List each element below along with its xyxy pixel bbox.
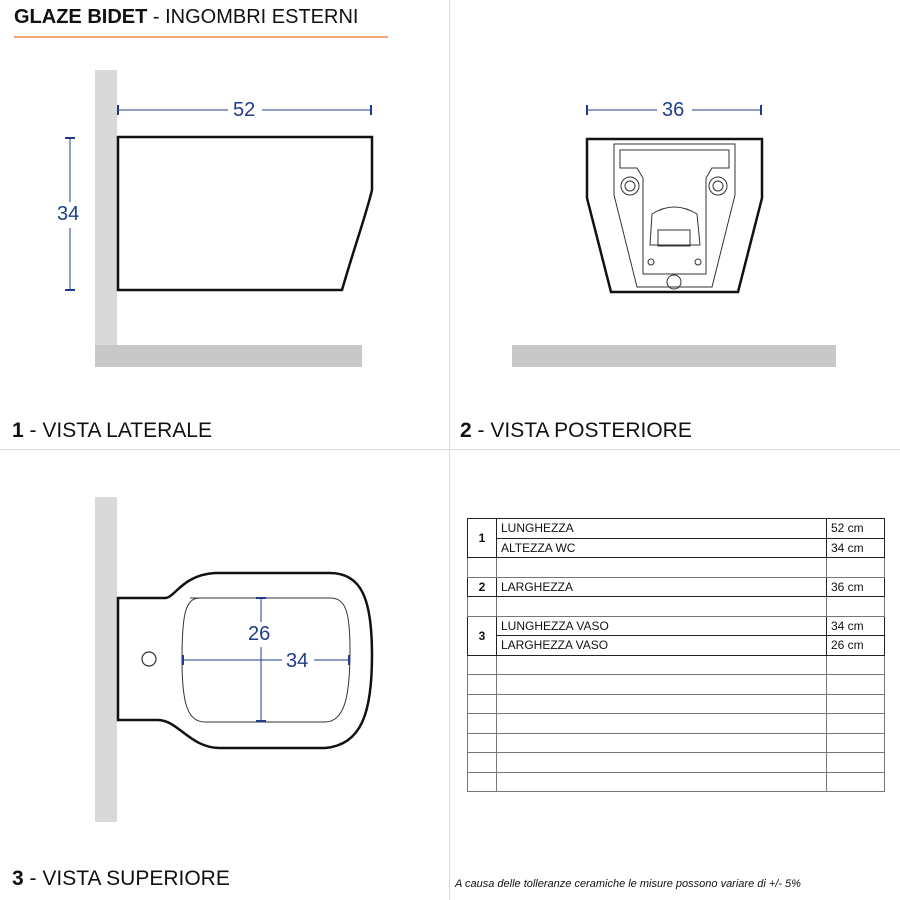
- side-view-drawing: [70, 70, 372, 367]
- table-row: [468, 636, 885, 656]
- dim-height-label: 34: [57, 203, 80, 225]
- row-value: 52 cm: [827, 519, 885, 539]
- top-view-drawing: [95, 497, 372, 822]
- group-number: [468, 597, 497, 617]
- table-row: [468, 577, 885, 597]
- view-label: - VISTA SUPERIORE: [23, 867, 230, 890]
- view-number: 1: [12, 419, 24, 442]
- table-row-empty: [468, 733, 885, 753]
- group-number: [468, 558, 497, 578]
- view-caption-top: [12, 867, 230, 891]
- wall-block: [95, 497, 117, 822]
- row-label: LUNGHEZZA: [497, 519, 827, 539]
- floor-block: [95, 345, 362, 367]
- table-row-empty: [468, 772, 885, 792]
- dim-bowl-width-label: 26: [248, 623, 271, 645]
- view-number: 2: [460, 419, 472, 442]
- table-row-empty: [468, 655, 885, 675]
- view-label: - VISTA LATERALE: [23, 419, 212, 442]
- row-label: ALTEZZA WC: [497, 538, 827, 558]
- row-label: [497, 558, 827, 578]
- view-caption-rear: [460, 419, 692, 443]
- row-value: 36 cm: [827, 577, 885, 597]
- tolerance-footnote: A causa delle tolleranze ceramiche le misure possono variare di +/- 5%: [455, 878, 801, 890]
- table-row: [468, 597, 885, 617]
- table-row: [468, 558, 885, 578]
- floor-block: [512, 345, 836, 367]
- row-value: 26 cm: [827, 636, 885, 656]
- product-name: GLAZE BIDET: [14, 6, 148, 28]
- dim-length-label: 52: [233, 99, 256, 121]
- page-subtitle: - INGOMBRI ESTERNI: [147, 6, 359, 28]
- table-row: [468, 519, 885, 539]
- dim-bowl-length-label: 34: [286, 650, 309, 672]
- row-value: 34 cm: [827, 538, 885, 558]
- rear-view-drawing: [512, 110, 836, 367]
- table-row: [468, 616, 885, 636]
- row-label: LARGHEZZA: [497, 577, 827, 597]
- group-number: 1: [468, 519, 497, 558]
- row-label: LARGHEZZA VASO: [497, 636, 827, 656]
- table-row-empty: [468, 753, 885, 773]
- row-label: LUNGHEZZA VASO: [497, 616, 827, 636]
- row-value: 34 cm: [827, 616, 885, 636]
- table-row: [468, 538, 885, 558]
- row-value: [827, 597, 885, 617]
- view-number: 3: [12, 867, 24, 890]
- row-value: [827, 558, 885, 578]
- group-number: 3: [468, 616, 497, 655]
- group-number: 2: [468, 577, 497, 597]
- dim-width-label: 36: [662, 99, 685, 121]
- bidet-rear-outline: [587, 139, 762, 292]
- table-row-empty: [468, 675, 885, 695]
- view-label: - VISTA POSTERIORE: [471, 419, 692, 442]
- dimensions-table: [467, 518, 885, 792]
- table-row-empty: [468, 694, 885, 714]
- view-caption-side: [12, 419, 212, 443]
- bidet-side-outline: [118, 137, 372, 290]
- table-row-empty: [468, 714, 885, 734]
- row-label: [497, 597, 827, 617]
- wall-block: [95, 70, 117, 366]
